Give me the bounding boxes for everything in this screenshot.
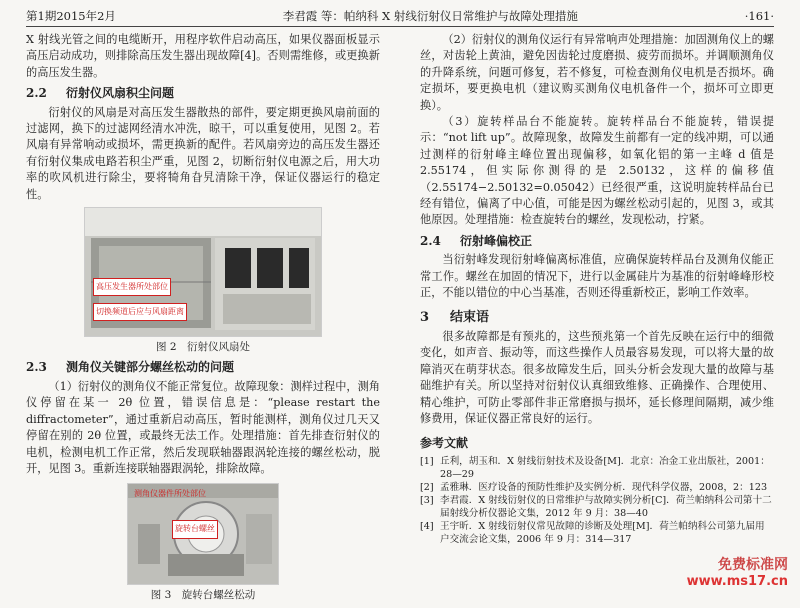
figure-2-image	[84, 207, 322, 337]
left-column	[26, 32, 380, 608]
issue-label: 第1期2015年2月	[26, 9, 116, 23]
figure-3-caption: 图 3 旋转台螺丝松动	[150, 589, 256, 602]
figure-2-caption: 图 2 衍射仪风扇处	[155, 341, 251, 354]
reference-number: [2]	[420, 481, 434, 493]
section-title: 衍射仪风扇积尘问题	[66, 86, 175, 101]
reference-text: 李君霞．X 射线衍射仪的日常维护与故障实例分析[C]．荷兰帕纳科公司第十二届射线分析仪器论文集，2012 年 9 月：38—40	[440, 494, 772, 519]
references-heading: 参考文献	[420, 436, 469, 451]
reference-item	[420, 494, 774, 520]
running-title: 李君霞 等：帕纳科 X 射线衍射仪日常维护与故障处理措施	[282, 9, 578, 23]
page-header	[26, 6, 774, 27]
figure-3-image	[127, 483, 279, 585]
reference-item	[420, 455, 774, 481]
section-title: 测角仪关键部分螺丝松动的问题	[66, 360, 235, 375]
intro-paragraph: X 射线光管之间的电缆断开，用程序软件启动高压，如果仪器面板显示高压启动成功，则排除高压发生器出现故障[4]。否则需维修，或更换新的高压发生器。	[26, 33, 380, 79]
reference-text: 王宇昕．X 射线衍射仪常见故障的诊断及处理[M]．荷兰帕纳科公司第九届用户交流会论文集，2006 年 9 月：314—317	[440, 520, 765, 545]
item-2-paragraph: （2）衍射仪的测角仪运行有异常响声处理措施：加固测角仪上的螺丝，对齿轮上黄油，避免因齿轮过度磨损、疲劳而损坏。并调顺测角仪的升降系统，问题可修复，若不修复，可检查测角仪电机是否损坏。确定损坏，要更换电机（建议购买测角仪电机备件一个，损坏可立即更换）。	[420, 33, 774, 112]
right-column	[420, 32, 774, 546]
section-2-4-heading	[420, 233, 774, 249]
section-2-2-heading	[26, 85, 380, 101]
section-title: 衍射峰偏校正	[460, 233, 533, 248]
page-number: ·161·	[744, 9, 774, 23]
section-3-heading	[420, 310, 774, 326]
section-number: 2.4	[420, 233, 441, 248]
section-number: 3	[420, 309, 430, 325]
figure-3-label-goniometer: 测角仪器件所处部位	[134, 489, 206, 499]
reference-number: [3]	[420, 494, 434, 506]
reference-item	[420, 481, 774, 494]
section-2-2-paragraph: 衍射仪的风扇是对高压发生器散热的部件，要定期更换风扇前面的过滤网，换下的过滤网经清水冲洗，晾干，可以重复使用，见图 2。若风扇有异常响动或损坏，需更换新的配件。若风扇旁边的高压发生器还有衍射仪集成电路若积尘严重，见图 2，切断衍射仪电源之后，用大功率的吹风机进行除尘，要将犄角旮旯清除干净，保证仪器运行的稳定性。	[26, 105, 380, 201]
reference-text: 孟雅琳．医疗设备的预防性维护及实例分析．现代科学仪器，2008，2：123	[440, 481, 768, 493]
site-watermark	[638, 554, 788, 594]
watermark-url: www.ms17.cn	[686, 574, 788, 589]
figure-3-label-screw: 旋转台螺丝	[172, 520, 218, 538]
reference-number: [1]	[420, 455, 434, 467]
item-3-paragraph: （3）旋转样品台不能旋转。旋转样品台不能旋转，错误提示：“not lift up”。故障现象，故障发生前都有一定的线冲期，可以通过测样的衍射峰主峰位置出现偏移，如氧化铝的第一主峰 d 值是 2.55174，但实际你测得的是 2.50132，这样的偏移值（2.55174−2.50132=0.05042）已经很严重，这说明旋转样品台已经有错位，偏离了中心值，可能是因为螺丝松动引起的，见图 3，或其他原因。处理措施：检查旋转台的螺丝，发现松动，拧紧。	[420, 115, 774, 227]
conclusion-paragraph: 很多故障都是有预兆的，这些预兆第一个首先反映在运行中的细微变化，如声音、振动等，而这些操作人员最容易发现，可以将大量的故障消灭在萌芽状态。很多故障发生后，回头分析会发现大量的故障与基础维护有关。所以坚持对衍射仪认真细致维修、正确操作、合理使用、精心维护，可防止零部件非正常磨损与损坏，延长修理间隔期，减少维修费用，保证仪器正常良好的运行。	[420, 329, 774, 425]
figure-2-label-fan: 切换频道后应与风扇距离	[93, 303, 187, 321]
section-title: 结束语	[450, 309, 490, 325]
references-list	[420, 455, 774, 546]
reference-number: [4]	[420, 520, 434, 532]
section-2-3-heading	[26, 359, 380, 375]
section-number: 2.2	[26, 86, 47, 101]
reference-item	[420, 520, 774, 546]
section-2-4-paragraph: 当衍射峰发现衍射峰偏离标准值，应确保旋转样品台及测角仪能正常工作。螺丝在加固的情况下，进行以金属硅片为基准的衍射峰峰形校正，不能以错位的中心当基准，否则还得重新校正，影响工作效率。	[420, 253, 774, 300]
section-2-3-paragraph: （1）衍射仪的测角仪不能正常复位。故障现象：测样过程中，测角仪停留在某一 2θ 位置，错误信息是：“please restart the diffractometer”，通过重新启动高压，暂时能测样，测角仪过几天又停留在别的 2θ 位置，或最终无法工作。处理措施：首先排查衍射仪的电机，检测电机工作正常，然后发现联轴器跟涡轮连接的螺丝松动，脱开，见图 3。重新连接联轴器跟涡轮，排除故障。	[26, 379, 380, 475]
reference-text: 丘利，胡玉和．X 射线衍射技术及设备[M]．北京：冶金工业出版社，2001：28—29	[440, 455, 770, 480]
watermark-site-name: 免费标准网	[718, 557, 788, 573]
figure-2-label-generator: 高压发生器所处部位	[93, 278, 171, 296]
section-number: 2.3	[26, 360, 47, 375]
